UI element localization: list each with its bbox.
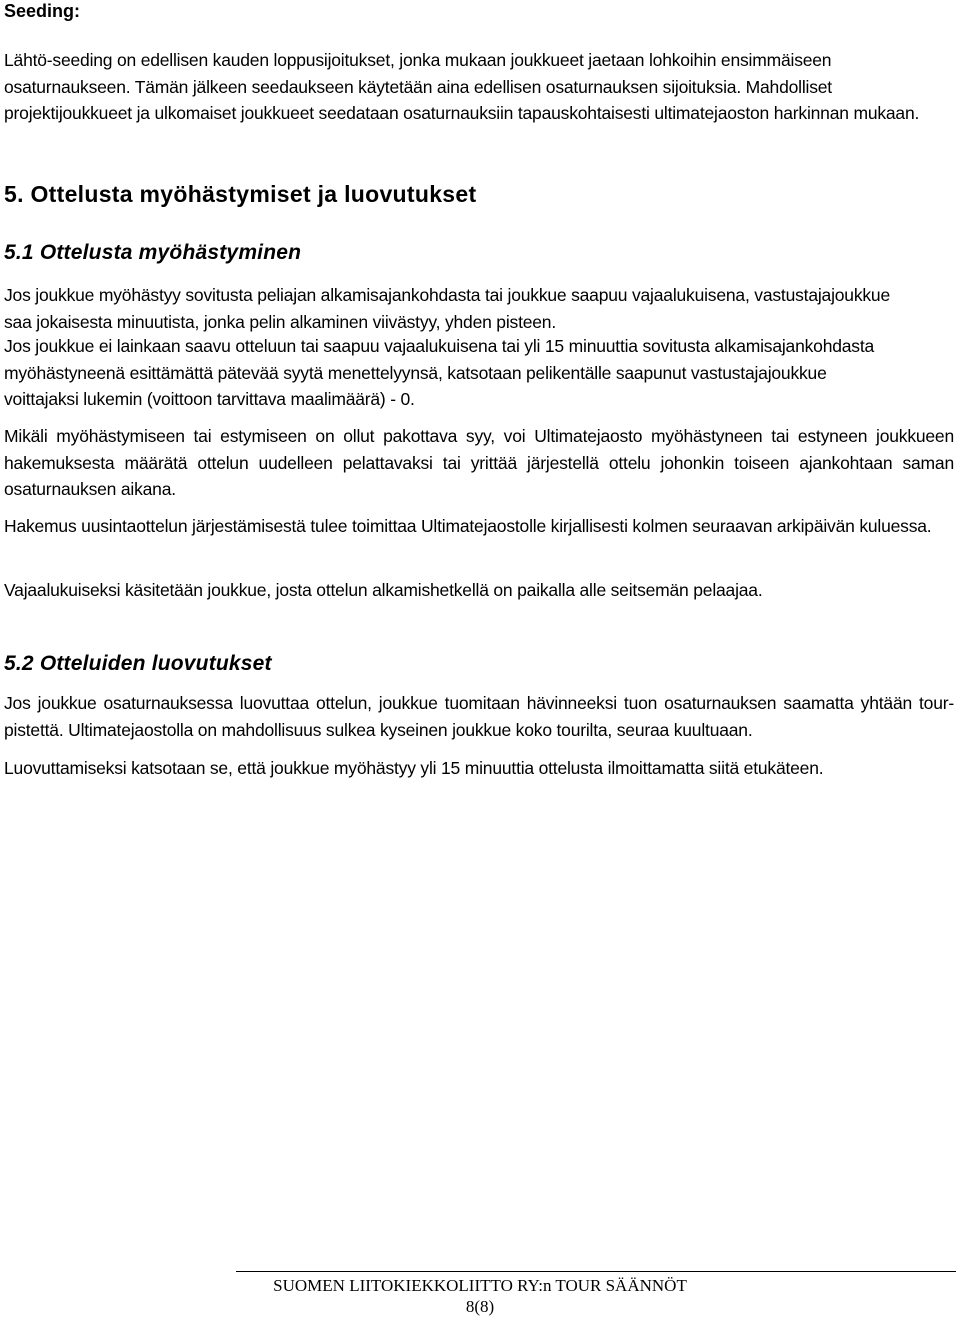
late-arrival-paragraph: Jos joukkue myöhästyy sovitusta peliajan alkamisajankohdasta tai joukkue saapuu vajaalukuisena, vastustajajoukkue saa jokaisesta minuutista, jonka pelin alkaminen viivästyy, yhden pisteen. xyxy=(4,285,890,332)
compelling-reason-paragraph: Mikäli myöhästymiseen tai estymiseen on ollut pakottava syy, voi Ultimatejaosto myöhästyneen tai estyneen joukkueen hakemuksesta määrätä ottelun uudelleen pelattavaksi tai yrittää järjestellä ottelu johonkin toiseen ajankohtaan saman osaturnauksen aikana. xyxy=(4,426,954,499)
footer-title: SUOMEN LIITOKIEKKOLIITTO RY:n TOUR SÄÄNNÖT xyxy=(273,1276,687,1295)
page-number: 8(8) xyxy=(465,1297,495,1316)
section-5-1-heading: 5.1 Ottelusta myöhästyminen xyxy=(4,241,302,264)
seeding-paragraph: Lähtö-seeding on edellisen kauden loppusijoitukset, jonka mukaan joukkueet jaetaan lohkoihin ensimmäiseen osaturnaukseen. Tämän jälkeen seedaukseen käytetään aina edellisen osaturnauksen sijoituksia. Mahdolliset projektijoukkueet ja ulkomaiset joukkueet seedataan osaturnauksiin tapauskohtaisesti ultimatejaoston harkinnan mukaan. xyxy=(4,50,920,123)
replay-application-paragraph: Hakemus uusintaottelun järjestämisestä tulee toimittaa Ultimatejaostolle kirjallisesti kolmen seuraavan arkipäivän kuluessa. xyxy=(4,516,932,536)
section-5-heading: 5. Ottelusta myöhästymiset ja luovutukset xyxy=(4,181,477,207)
forfeit-definition-paragraph: Luovuttamiseksi katsotaan se, että joukkue myöhästyy yli 15 minuuttia ottelusta ilmoittamatta siitä etukäteen. xyxy=(4,758,824,778)
footer-divider xyxy=(236,1271,956,1272)
forfeit-paragraph: Jos joukkue osaturnauksessa luovuttaa ottelun, joukkue tuomitaan hävinneeksi tuon osaturnauksen saamatta yhtään tour-pistettä. Ultimatejaostolla on mahdollisuus sulkea kyseinen joukkue koko tourilta, seuraa kuultuaan. xyxy=(4,693,954,740)
short-handed-definition-paragraph: Vajaalukuiseksi käsitetään joukkue, josta ottelun alkamishetkellä on paikalla alle seitsemän pelaajaa. xyxy=(4,580,763,600)
no-show-paragraph: Jos joukkue ei lainkaan saavu otteluun tai saapuu vajaalukuisena tai yli 15 minuuttia sovitusta alkamisajankohdasta myöhästyneenä esittämättä pätevää syytä menettelyynsä, katsotaan pelikentälle saapunut vastustajajoukkue voittajaksi lukemin (voittoon tarvittava maalimäärä) - 0. xyxy=(4,336,875,409)
seeding-heading: Seeding: xyxy=(4,1,81,21)
section-5-2-heading: 5.2 Otteluiden luovutukset xyxy=(4,652,272,675)
